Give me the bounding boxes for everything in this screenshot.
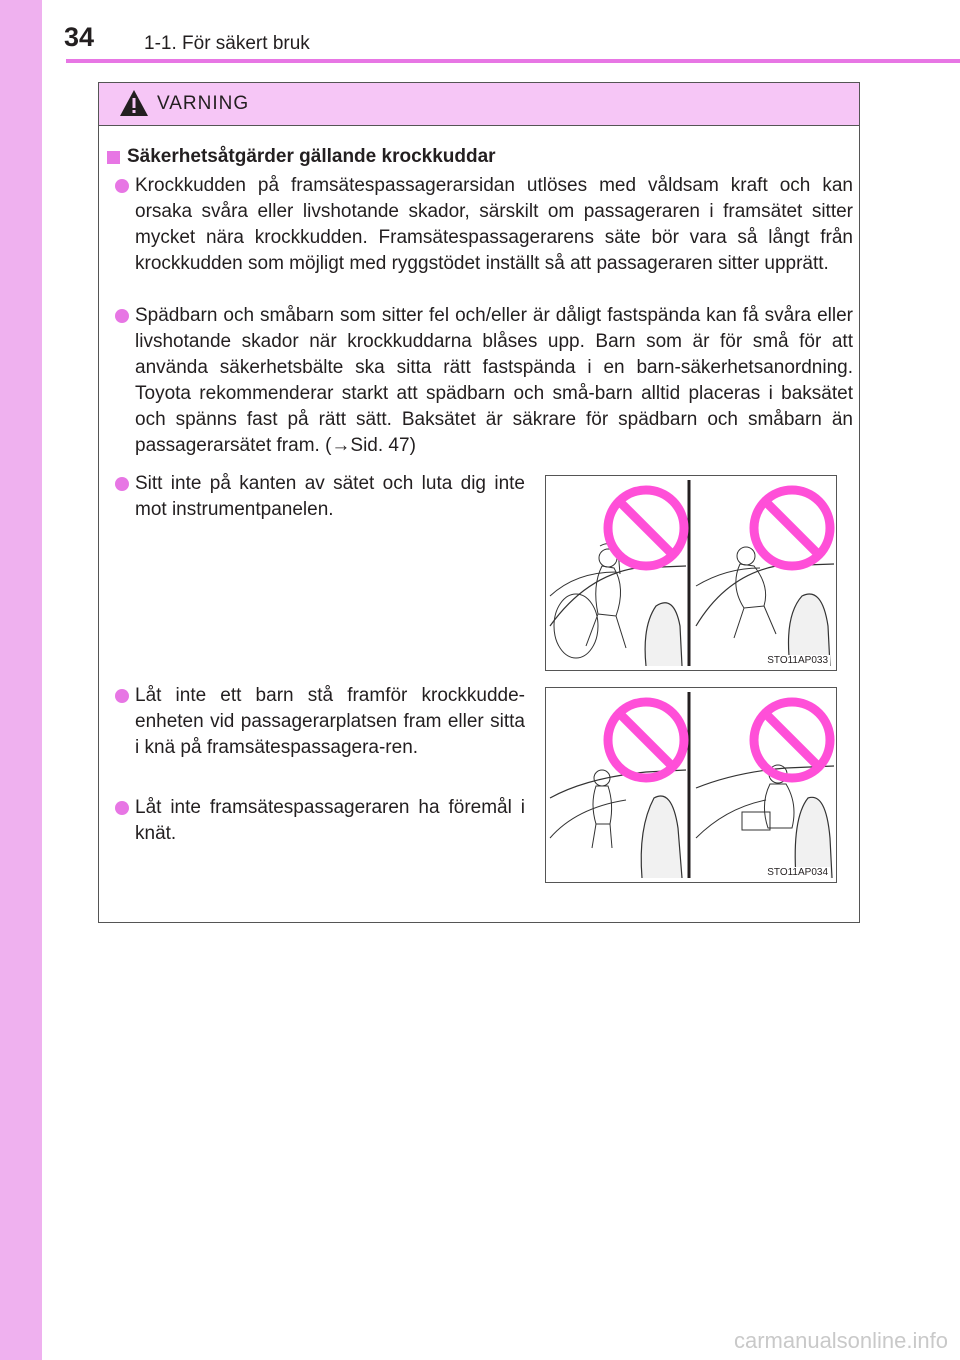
prohibition-icon (608, 490, 684, 566)
list-item-text: Sitt inte på kanten av sätet och luta dig inte mot instrumentpanelen. (135, 473, 525, 520)
page-header (42, 0, 960, 58)
section-title: 1-1. För säkert bruk (144, 33, 310, 54)
list-item-text: Spädbarn och småbarn som sitter fel och/eller är dåligt fastspända kan få svåra eller livshotande skador när krockkuddarna blåses upp. Barn som är för små för att använda säkerhetsbälte ska sitta rätt fastspända i en barn-säkerhetsanordning. Toyota rekommenderar starkt att spädbarn och små-barn alltid placeras i baksätet och spänns fast på rätt sätt. Baksätet är säkrare för spädbarn och småbarn än passagerarsätet fram. (→Sid. 47) (135, 305, 853, 456)
figure-code: STO11AP034 (767, 867, 828, 878)
list-item-text: Låt inte ett barn stå framför krockkudde-enheten vid passagerarplatsen fram eller sitta i knä på framsätespassagera-ren. (135, 685, 525, 758)
page-number: 34 (64, 22, 95, 52)
list-item-text: Krockkudden på framsätespassagerarsidan utlöses med våldsam kraft och kan orsaka svåra eller livshotande skador, särskilt om passageraren i framsätet sitter mycket nära krockkudden. Framsätespassagerarens säte bör vara så långt från krockkudden som möjligt med ryggstödet inställt så att passageraren sitter upprätt. (135, 175, 853, 274)
list-item (115, 173, 853, 277)
illustration-leaning-passenger (545, 475, 837, 671)
warning-header (99, 83, 859, 126)
subheading-text: Säkerhetsåtgärder gällande krockkuddar (127, 146, 496, 167)
warning-triangle-icon (119, 89, 149, 117)
warning-subheading (107, 146, 496, 168)
watermark: carmanualsonline.info (733, 1328, 948, 1353)
list-item-text: Låt inte framsätespassageraren ha föremål i knät. (135, 797, 525, 844)
list-item (115, 683, 525, 761)
bullet-dot-icon (115, 689, 129, 703)
prohibition-icon (608, 702, 684, 778)
warning-box (98, 82, 860, 923)
list-item (115, 303, 853, 459)
header-rule (66, 59, 960, 63)
prohibition-icon (754, 702, 830, 778)
bullet-dot-icon (115, 309, 129, 323)
illustration-child-standing (545, 687, 837, 883)
prohibition-icon (754, 490, 830, 566)
side-color-band (0, 0, 42, 1360)
figure-code: STO11AP033 (767, 655, 828, 666)
warning-title: VARNING (157, 93, 250, 114)
list-item (115, 795, 525, 847)
bullet-dot-icon (115, 801, 129, 815)
square-bullet-icon (107, 151, 120, 164)
list-item (115, 471, 525, 523)
bullet-dot-icon (115, 477, 129, 491)
bullet-dot-icon (115, 179, 129, 193)
